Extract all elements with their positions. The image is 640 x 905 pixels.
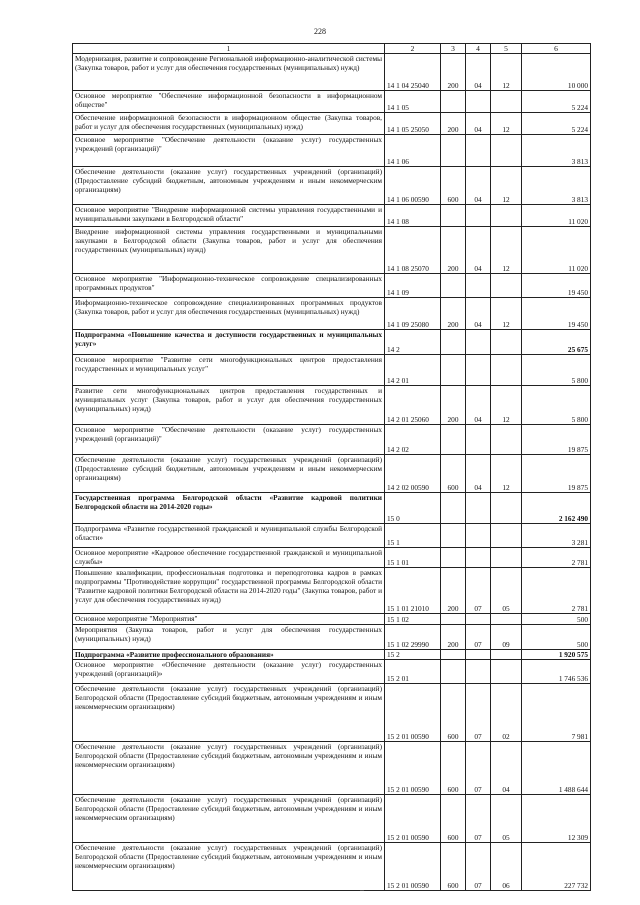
table-row <box>73 524 591 548</box>
row-section: 07 <box>466 843 491 891</box>
row-expense-type: 200 <box>441 113 466 135</box>
row-code: 14 1 06 <box>385 135 441 167</box>
column-header: 2 <box>385 44 441 54</box>
row-amount: 5 800 <box>522 386 591 425</box>
row-subsection <box>491 91 522 113</box>
row-code: 14 1 08 <box>385 205 441 227</box>
row-subsection: 12 <box>491 298 522 330</box>
row-description: Мероприятия (Закупка товаров, работ и услуг для обеспечения государственных (муниципальных) нужд) <box>73 625 385 650</box>
row-expense-type <box>441 650 466 660</box>
row-section <box>466 425 491 455</box>
row-code: 15 2 <box>385 650 441 660</box>
table-row <box>73 625 591 650</box>
row-subsection <box>491 524 522 548</box>
row-description: Обеспечение деятельности (оказание услуг) государственных учреждений (организаций) (Предоставление субсидий бюджетным, автономным учреждениям и иным некоммерческим организациям) <box>73 167 385 205</box>
row-subsection: 12 <box>491 54 522 91</box>
row-expense-type: 200 <box>441 625 466 650</box>
row-section: 04 <box>466 167 491 205</box>
row-description: Обеспечение информационной безопасности в информационном обществе (Закупка товаров, работ и услуг для обеспечения государственных (муниципальных) нужд) <box>73 113 385 135</box>
row-section <box>466 524 491 548</box>
row-subsection <box>491 548 522 568</box>
row-code: 14 2 02 00590 <box>385 455 441 493</box>
row-amount: 19 450 <box>522 298 591 330</box>
row-expense-type: 600 <box>441 455 466 493</box>
row-section: 04 <box>466 54 491 91</box>
table-row <box>73 113 591 135</box>
row-expense-type: 600 <box>441 843 466 891</box>
page-number: 228 <box>314 27 326 36</box>
row-code: 14 2 02 <box>385 425 441 455</box>
row-section: 07 <box>466 625 491 650</box>
table-row <box>73 274 591 298</box>
row-subsection: 12 <box>491 386 522 425</box>
row-code: 15 2 01 00590 <box>385 843 441 891</box>
budget-table <box>72 43 591 891</box>
row-expense-type <box>441 91 466 113</box>
row-description: Подпрограмма «Повышение качества и доступности государственных и муниципальных услуг» <box>73 330 385 355</box>
row-amount: 227 732 <box>522 843 591 891</box>
row-code: 15 1 <box>385 524 441 548</box>
row-subsection: 04 <box>491 742 522 795</box>
row-section: 04 <box>466 298 491 330</box>
row-subsection: 06 <box>491 843 522 891</box>
row-subsection: 12 <box>491 227 522 274</box>
table-row <box>73 568 591 614</box>
row-amount: 3 813 <box>522 167 591 205</box>
table-header-row <box>73 44 591 54</box>
row-amount: 500 <box>522 614 591 625</box>
row-amount: 3 281 <box>522 524 591 548</box>
row-section <box>466 355 491 386</box>
table-row <box>73 548 591 568</box>
row-code: 15 1 01 <box>385 548 441 568</box>
table-row <box>73 298 591 330</box>
row-expense-type <box>441 330 466 355</box>
row-expense-type <box>441 493 466 524</box>
row-amount: 2 781 <box>522 568 591 614</box>
row-amount: 10 000 <box>522 54 591 91</box>
row-amount: 2 162 490 <box>522 493 591 524</box>
row-description: Основное мероприятие «Обеспечение деятельности (оказание услуг) государственных учреждений (организаций)» <box>73 660 385 684</box>
row-code: 14 1 05 <box>385 91 441 113</box>
row-code: 14 2 <box>385 330 441 355</box>
row-expense-type <box>441 524 466 548</box>
table-row <box>73 493 591 524</box>
row-expense-type <box>441 274 466 298</box>
row-subsection: 05 <box>491 795 522 843</box>
row-amount: 7 981 <box>522 684 591 742</box>
row-description: Основное мероприятие «Кадровое обеспечение государственной гражданской и муниципальной службы» <box>73 548 385 568</box>
table-row <box>73 91 591 113</box>
row-description: Подпрограмма «Развитие профессионального образования» <box>73 650 385 660</box>
row-section <box>466 650 491 660</box>
row-description: Обеспечение деятельности (оказание услуг) государственных учреждений (организаций) Белгородской области (Предоставление субсидий бюджетным, автономным учреждениям и иным некоммерческим организациям) <box>73 843 385 891</box>
row-section: 07 <box>466 684 491 742</box>
row-description: Основное мероприятие "Обеспечение деятельности (оказание услуг) государственных учреждений (организаций)" <box>73 425 385 455</box>
row-subsection <box>491 493 522 524</box>
row-expense-type <box>441 660 466 684</box>
row-amount: 19 450 <box>522 274 591 298</box>
row-code: 14 1 09 <box>385 274 441 298</box>
row-expense-type <box>441 355 466 386</box>
table-row <box>73 167 591 205</box>
table-row <box>73 795 591 843</box>
row-subsection: 09 <box>491 625 522 650</box>
row-subsection: 05 <box>491 568 522 614</box>
row-code: 14 1 06 00590 <box>385 167 441 205</box>
table-row <box>73 650 591 660</box>
table-row <box>73 227 591 274</box>
row-subsection: 12 <box>491 455 522 493</box>
row-description: Обеспечение деятельности (оказание услуг) государственных учреждений (организаций) Белгородской области (Предоставление субсидий бюджетным, автономным учреждениям и иным некоммерческим организациям) <box>73 684 385 742</box>
row-expense-type: 600 <box>441 795 466 843</box>
table-row <box>73 205 591 227</box>
row-amount: 500 <box>522 625 591 650</box>
row-expense-type: 200 <box>441 227 466 274</box>
row-expense-type <box>441 425 466 455</box>
row-section <box>466 330 491 355</box>
row-section: 07 <box>466 795 491 843</box>
table-row <box>73 455 591 493</box>
row-subsection: 12 <box>491 113 522 135</box>
row-expense-type <box>441 614 466 625</box>
row-amount: 1 488 644 <box>522 742 591 795</box>
row-section <box>466 660 491 684</box>
row-amount: 2 781 <box>522 548 591 568</box>
row-code: 15 2 01 <box>385 660 441 684</box>
row-expense-type <box>441 135 466 167</box>
table-row <box>73 660 591 684</box>
table-row <box>73 742 591 795</box>
row-section <box>466 274 491 298</box>
row-section <box>466 493 491 524</box>
row-amount: 19 875 <box>522 455 591 493</box>
row-expense-type: 600 <box>441 742 466 795</box>
row-code: 15 2 01 00590 <box>385 795 441 843</box>
row-description: Обеспечение деятельности (оказание услуг) государственных учреждений (организаций) Белгородской области (Предоставление субсидий бюджетным, автономным учреждениям и иным некоммерческим организациям) <box>73 742 385 795</box>
row-expense-type: 600 <box>441 684 466 742</box>
row-amount: 5 224 <box>522 91 591 113</box>
row-code: 15 2 01 00590 <box>385 742 441 795</box>
row-section: 07 <box>466 742 491 795</box>
row-description: Развитие сети многофункциональных центров предоставления государственных и муниципальных услуг (Закупка товаров, работ и услуг для обеспечения государственных (муниципальных) нужд) <box>73 386 385 425</box>
row-subsection <box>491 650 522 660</box>
row-amount: 11 020 <box>522 205 591 227</box>
row-subsection <box>491 330 522 355</box>
table-row <box>73 330 591 355</box>
row-description: Основное мероприятие "Мероприятия" <box>73 614 385 625</box>
row-amount: 11 020 <box>522 227 591 274</box>
row-amount: 5 800 <box>522 355 591 386</box>
column-header: 5 <box>491 44 522 54</box>
row-description: Государственная программа Белгородской области «Развитие кадровой политики Белгородской области на 2014-2020 годы» <box>73 493 385 524</box>
row-section <box>466 91 491 113</box>
row-amount: 12 309 <box>522 795 591 843</box>
row-section <box>466 614 491 625</box>
row-code: 15 1 01 21010 <box>385 568 441 614</box>
row-subsection <box>491 425 522 455</box>
row-amount: 1 920 575 <box>522 650 591 660</box>
row-expense-type <box>441 205 466 227</box>
table-row <box>73 425 591 455</box>
row-code: 14 2 01 25060 <box>385 386 441 425</box>
row-subsection <box>491 205 522 227</box>
row-section <box>466 135 491 167</box>
row-description: Основное мероприятие "Обеспечение деятельности (оказание услуг) государственных учреждений (организаций)" <box>73 135 385 167</box>
row-code: 14 1 09 25080 <box>385 298 441 330</box>
row-code: 15 2 01 00590 <box>385 684 441 742</box>
row-section: 07 <box>466 568 491 614</box>
row-code: 15 1 02 <box>385 614 441 625</box>
row-section <box>466 205 491 227</box>
row-subsection <box>491 274 522 298</box>
table-row <box>73 386 591 425</box>
row-section <box>466 548 491 568</box>
row-code: 14 2 01 <box>385 355 441 386</box>
row-description: Информационно-техническое сопровождение специализированных программных продуктов (Закупка товаров, работ и услуг для обеспечения государственных (муниципальных) нужд) <box>73 298 385 330</box>
column-header: 6 <box>522 44 591 54</box>
row-section: 04 <box>466 227 491 274</box>
row-subsection <box>491 355 522 386</box>
table-row <box>73 135 591 167</box>
row-description: Основное мероприятие "Обеспечение информационной безопасности в информационном обществе" <box>73 91 385 113</box>
row-amount: 25 675 <box>522 330 591 355</box>
row-description: Внедрение информационной системы управления государственными и муниципальными закупками в Белгородской области (Закупка товаров, работ и услуг для обеспечения государственных (муниципальных) нужд) <box>73 227 385 274</box>
row-expense-type: 600 <box>441 167 466 205</box>
row-description: Повышение квалификации, профессиональная подготовка и переподготовка кадров в рамках подпрограммы "Противодействие коррупции" государственной программы Белгородской области "Развитие кадровой политики Белгородской области на 2014-2020 годы" (Закупка товаров, работ и услуг для обеспечения государственных нужд) <box>73 568 385 614</box>
table-row <box>73 614 591 625</box>
row-description: Подпрограмма «Развитие государственной гражданской и муниципальной службы Белгородской области» <box>73 524 385 548</box>
row-expense-type: 200 <box>441 386 466 425</box>
row-code: 15 1 02 29990 <box>385 625 441 650</box>
row-description: Основное мероприятие "Развитие сети многофункциональных центров предоставления государственных и муниципальных услуг" <box>73 355 385 386</box>
row-subsection: 02 <box>491 684 522 742</box>
column-header: 1 <box>73 44 385 54</box>
row-subsection: 12 <box>491 167 522 205</box>
column-header: 4 <box>466 44 491 54</box>
row-amount: 19 875 <box>522 425 591 455</box>
row-expense-type: 200 <box>441 568 466 614</box>
row-expense-type: 200 <box>441 298 466 330</box>
table-row <box>73 54 591 91</box>
row-subsection <box>491 135 522 167</box>
table-row <box>73 684 591 742</box>
row-code: 15 0 <box>385 493 441 524</box>
row-amount: 5 224 <box>522 113 591 135</box>
row-subsection <box>491 614 522 625</box>
row-section: 04 <box>466 113 491 135</box>
row-description: Основное мероприятие "Информационно-техническое сопровождение специализированных программных продуктов" <box>73 274 385 298</box>
row-description: Обеспечение деятельности (оказание услуг) государственных учреждений (организаций) Белгородской области (Предоставление субсидий бюджетным, автономным учреждениям и иным некоммерческим организациям) <box>73 795 385 843</box>
row-expense-type <box>441 548 466 568</box>
row-description: Модернизация, развитие и сопровождение Региональной информационно-аналитической системы (Закупка товаров, работ и услуг для обеспечения государственных (муниципальных) нужд) <box>73 54 385 91</box>
row-description: Основное мероприятие "Внедрение информационной системы управления государственными и муниципальными закупками в Белгородской области" <box>73 205 385 227</box>
table-row <box>73 843 591 891</box>
row-description: Обеспечение деятельности (оказание услуг) государственных учреждений (организаций) (Предоставление субсидий бюджетным, автономным учреждениям и иным некоммерческим организациям) <box>73 455 385 493</box>
row-code: 14 1 04 25040 <box>385 54 441 91</box>
row-section: 04 <box>466 455 491 493</box>
page-mark <box>360 890 364 891</box>
row-code: 14 1 08 25070 <box>385 227 441 274</box>
row-section: 04 <box>466 386 491 425</box>
row-amount: 1 746 536 <box>522 660 591 684</box>
row-expense-type: 200 <box>441 54 466 91</box>
column-header: 3 <box>441 44 466 54</box>
table-row <box>73 355 591 386</box>
row-subsection <box>491 660 522 684</box>
row-code: 14 1 05 25050 <box>385 113 441 135</box>
row-amount: 3 813 <box>522 135 591 167</box>
